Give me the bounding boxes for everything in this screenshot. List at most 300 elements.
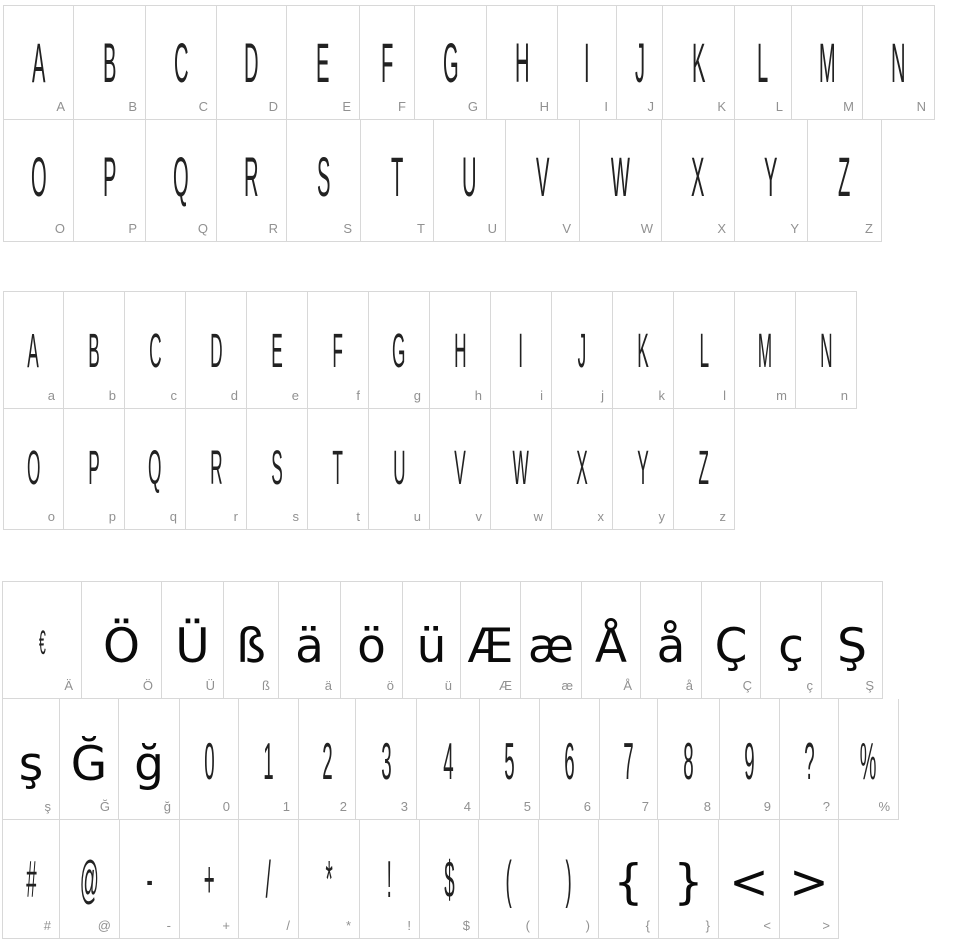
- glyph-label: v: [475, 509, 482, 524]
- glyph-area: [119, 699, 179, 792]
- glyph-cell: [599, 820, 659, 939]
- glyph: W: [610, 145, 631, 208]
- glyph-area: [4, 409, 63, 493]
- glyph-area: [120, 820, 179, 909]
- glyph: B: [88, 325, 100, 378]
- glyph-cell: [540, 699, 600, 820]
- glyph-cell: [417, 699, 480, 820]
- glyph-area: [279, 582, 340, 674]
- glyph-label: %: [878, 799, 890, 814]
- glyph-area: [146, 6, 216, 94]
- glyph-label: e: [291, 388, 299, 403]
- glyph: C: [148, 325, 162, 378]
- glyph: +: [203, 851, 215, 909]
- glyph-area: [659, 820, 718, 910]
- glyph-cell: [863, 5, 935, 120]
- glyph-label: ): [585, 918, 590, 933]
- glyph-label: Y: [790, 221, 799, 236]
- glyph-cell: [308, 291, 369, 409]
- glyph-label: #: [43, 918, 51, 933]
- glyph-label: $: [462, 918, 470, 933]
- glyph-label: D: [268, 99, 278, 114]
- glyph-cell: [308, 409, 369, 530]
- glyph: P: [88, 442, 100, 495]
- glyph-row: [2, 581, 960, 699]
- glyph-label: i: [540, 388, 543, 403]
- glyph: T: [390, 145, 404, 208]
- glyph-label: ö: [386, 678, 394, 693]
- glyph-cell: [487, 5, 558, 120]
- glyph-label: Ç: [742, 678, 752, 693]
- glyph-cell: [2, 581, 82, 699]
- glyph-label: f: [356, 388, 360, 403]
- glyph: ü: [416, 619, 447, 674]
- glyph: €: [38, 624, 46, 662]
- glyph-area: [663, 6, 734, 94]
- glyph: T: [332, 442, 344, 495]
- glyph-label: R: [268, 221, 278, 236]
- glyph: G: [442, 31, 459, 94]
- glyph: Z: [838, 145, 851, 208]
- glyph-cell: [2, 820, 60, 939]
- glyph-cell: [287, 5, 360, 120]
- glyph-area: [480, 699, 539, 791]
- glyph-cell: [780, 699, 839, 820]
- glyph-label: S: [343, 221, 352, 236]
- glyph-cell: [461, 581, 521, 699]
- glyph-cell: [720, 699, 780, 820]
- glyph: -: [146, 851, 153, 909]
- glyph-label: -: [166, 918, 171, 933]
- glyph-cell: [60, 699, 119, 820]
- glyph: S: [316, 145, 331, 208]
- glyph-label: F: [398, 99, 406, 114]
- glyph-area: [863, 6, 934, 94]
- glyph: æ: [527, 619, 575, 674]
- glyph: 2: [321, 733, 333, 791]
- glyph: N: [891, 31, 906, 94]
- glyph-label: w: [533, 509, 543, 524]
- glyph-label: 9: [763, 799, 771, 814]
- glyph-label: k: [658, 388, 665, 403]
- glyph-cell: [180, 820, 239, 939]
- glyph-label: c: [170, 388, 177, 403]
- glyph-label: s: [292, 509, 299, 524]
- glyph-area: [186, 409, 246, 493]
- glyph-label: 1: [282, 799, 290, 814]
- glyph-label: l: [723, 388, 726, 403]
- glyph-label: P: [128, 221, 137, 236]
- glyph: M: [818, 31, 836, 94]
- glyph-area: [360, 6, 414, 94]
- glyph-cell: [663, 5, 735, 120]
- glyph-label: U: [487, 221, 497, 236]
- glyph-label: 0: [222, 799, 230, 814]
- glyph-area: [417, 699, 479, 791]
- glyph-area: [247, 409, 307, 493]
- glyph-area: [287, 6, 359, 94]
- glyph-area: [361, 120, 433, 208]
- glyph-area: [64, 409, 124, 493]
- glyph: ß: [236, 619, 266, 674]
- glyph: F: [380, 31, 394, 94]
- glyph: Q: [173, 145, 189, 208]
- glyph-area: [599, 820, 658, 910]
- glyph-area: [808, 120, 881, 208]
- glyph-area: [369, 409, 429, 493]
- glyph: E: [271, 325, 283, 378]
- glyph-area: [434, 120, 505, 208]
- glyph-cell: [361, 120, 434, 242]
- glyph-area: [719, 820, 779, 910]
- glyph-cell: [552, 291, 613, 409]
- glyph-cell: [674, 409, 735, 530]
- glyph-cell: [119, 699, 180, 820]
- glyph-area: [3, 699, 59, 792]
- glyph-cell: [558, 5, 617, 120]
- glyph-area: [74, 6, 145, 94]
- glyph: S: [271, 442, 283, 495]
- glyph-cell: [120, 820, 180, 939]
- glyph-label: {: [645, 918, 650, 933]
- glyph-cell: [239, 699, 299, 820]
- glyph-cell: [180, 699, 239, 820]
- glyph: I: [584, 31, 590, 94]
- glyph-cell: [600, 699, 658, 820]
- glyph-label: t: [356, 509, 360, 524]
- glyph: ğ: [134, 737, 164, 792]
- uppercase-letters-block: [3, 5, 960, 242]
- glyph-area: [792, 6, 862, 94]
- glyph: /: [265, 851, 272, 909]
- glyph-label: 8: [703, 799, 711, 814]
- glyph-area: [735, 120, 807, 208]
- glyph-area: [217, 6, 286, 94]
- glyph-area: [658, 699, 719, 791]
- glyph-cell: [506, 120, 580, 242]
- glyph-area: [580, 120, 661, 208]
- glyph: ö: [357, 619, 386, 674]
- glyph-label: W: [640, 221, 653, 236]
- glyph-cell: [617, 5, 663, 120]
- glyph-label: ğ: [163, 799, 171, 814]
- glyph-label: x: [597, 509, 604, 524]
- glyph: L: [699, 325, 709, 378]
- glyph-area: [239, 820, 298, 909]
- glyph-area: [180, 699, 238, 791]
- glyph-label: +: [222, 918, 230, 933]
- glyph-label: 3: [400, 799, 408, 814]
- glyph: Ç: [714, 619, 748, 674]
- glyph-label: L: [775, 99, 783, 114]
- glyph-label: X: [717, 221, 726, 236]
- glyph-area: [735, 292, 795, 376]
- glyph: <: [729, 855, 769, 910]
- glyph: 3: [380, 733, 392, 791]
- glyph-label: *: [345, 918, 351, 933]
- glyph-label: Z: [865, 221, 873, 236]
- glyph-area: [430, 292, 490, 376]
- glyph-label: G: [467, 99, 478, 114]
- glyph-row: [3, 291, 960, 409]
- glyph: å: [656, 619, 686, 674]
- glyph-label: N: [916, 99, 926, 114]
- glyph: #: [25, 851, 37, 909]
- glyph-area: [430, 409, 490, 493]
- glyph: B: [102, 31, 117, 94]
- glyph-label: ş: [44, 799, 51, 814]
- glyph-label: B: [128, 99, 137, 114]
- glyph-label: M: [843, 99, 854, 114]
- glyph-area: [415, 6, 486, 94]
- glyph-area: [600, 699, 657, 791]
- glyph-area: [299, 820, 359, 909]
- glyph-area: [360, 820, 419, 909]
- glyph-label: ä: [324, 678, 332, 693]
- glyph-cell: [613, 291, 674, 409]
- glyph-cell: [491, 291, 552, 409]
- glyph-area: [60, 820, 119, 909]
- glyph-label: (: [525, 918, 530, 933]
- glyph-area: [217, 120, 286, 208]
- glyph-cell: [162, 581, 224, 699]
- glyph-cell: [3, 409, 64, 530]
- glyph: {: [613, 855, 644, 910]
- glyph-cell: [580, 120, 662, 242]
- glyph-area: [247, 292, 307, 376]
- glyph-area: [617, 6, 662, 94]
- glyph: Ü: [175, 619, 210, 674]
- glyph-cell: [430, 291, 491, 409]
- glyph-cell: [641, 581, 702, 699]
- glyph: *: [325, 851, 333, 909]
- glyph-area: [613, 409, 673, 493]
- glyph-label: n: [840, 388, 848, 403]
- character-map: [0, 5, 960, 939]
- glyph-label: Æ: [499, 678, 512, 693]
- glyph: J: [577, 325, 587, 378]
- glyph-label: C: [198, 99, 208, 114]
- glyph-row: [3, 409, 960, 530]
- glyph-label: y: [658, 509, 665, 524]
- glyph-cell: [64, 409, 125, 530]
- glyph-area: [582, 582, 640, 674]
- glyph-cell: [279, 581, 341, 699]
- glyph: 8: [683, 733, 694, 791]
- glyph-cell: [3, 120, 74, 242]
- glyph-area: [4, 292, 63, 376]
- glyph: ä: [295, 619, 324, 674]
- glyph-area: [299, 699, 355, 791]
- glyph-cell: [60, 820, 120, 939]
- glyph-label: g: [413, 388, 421, 403]
- glyph-cell: [552, 409, 613, 530]
- glyph-label: A: [56, 99, 65, 114]
- glyph: W: [512, 442, 530, 495]
- glyph: G: [392, 325, 406, 378]
- glyph-cell: [658, 699, 720, 820]
- glyph-cell: [735, 291, 796, 409]
- glyph-area: [796, 292, 856, 376]
- glyph: 1: [263, 733, 274, 791]
- glyph-label: Å: [623, 678, 632, 693]
- glyph-area: [4, 6, 73, 94]
- glyph: V: [535, 145, 550, 208]
- glyph-label: @: [97, 918, 111, 933]
- glyph-cell: [796, 291, 857, 409]
- glyph: 9: [744, 733, 755, 791]
- glyph-cell: [674, 291, 735, 409]
- glyph-cell: [356, 699, 417, 820]
- glyph-area: [461, 582, 520, 674]
- glyph: P: [102, 145, 117, 208]
- glyph-area: [487, 6, 557, 94]
- glyph: ç: [778, 619, 804, 674]
- glyph-area: [839, 699, 898, 791]
- glyph-cell: [82, 581, 162, 699]
- glyph: %: [860, 733, 877, 791]
- glyph: D: [209, 325, 223, 378]
- glyph-cell: [247, 409, 308, 530]
- glyph-area: [146, 120, 216, 208]
- glyph-cell: [420, 820, 479, 939]
- glyph: @: [79, 851, 99, 909]
- glyph-row: [3, 5, 960, 120]
- glyph-label: o: [47, 509, 55, 524]
- glyph-cell: [64, 291, 125, 409]
- glyph: 0: [203, 733, 215, 791]
- glyph-label: Ğ: [99, 799, 110, 814]
- glyph-label: K: [717, 99, 726, 114]
- glyph-area: [82, 582, 161, 674]
- glyph-area: [674, 409, 734, 493]
- glyph-cell: [217, 120, 287, 242]
- glyph: $: [443, 851, 455, 909]
- glyph-label: I: [604, 99, 608, 114]
- glyph-area: [162, 582, 223, 674]
- glyph-cell: [430, 409, 491, 530]
- glyph: ): [565, 851, 572, 909]
- glyph: (: [505, 851, 512, 909]
- glyph: R: [209, 442, 223, 495]
- glyph-label: j: [601, 388, 604, 403]
- glyph: ş: [18, 737, 44, 792]
- glyph-cell: [479, 820, 539, 939]
- glyph: Å: [594, 619, 628, 674]
- glyph-area: [287, 120, 360, 208]
- glyph-label: p: [108, 509, 116, 524]
- glyph-cell: [125, 409, 186, 530]
- glyph: 6: [564, 733, 575, 791]
- glyph: L: [757, 31, 769, 94]
- glyph-area: [539, 820, 598, 909]
- glyph-area: [761, 582, 821, 674]
- glyph-label: u: [413, 509, 421, 524]
- glyph: H: [453, 325, 467, 378]
- glyph-cell: [369, 291, 430, 409]
- glyph-label: /: [286, 918, 290, 933]
- glyph-label: 2: [339, 799, 347, 814]
- glyph-label: >: [822, 918, 830, 933]
- glyph-cell: [186, 409, 247, 530]
- glyph-cell: [521, 581, 582, 699]
- glyph-area: [662, 120, 734, 208]
- glyph-cell: [613, 409, 674, 530]
- glyph-label: O: [54, 221, 65, 236]
- glyph-area: [403, 582, 460, 674]
- lowercase-letters-block: [3, 291, 960, 530]
- glyph: N: [819, 325, 833, 378]
- glyph-area: [341, 582, 402, 674]
- glyph-cell: [74, 5, 146, 120]
- glyph-cell: [360, 5, 415, 120]
- glyph-cell: [659, 820, 719, 939]
- glyph-label: }: [705, 918, 710, 933]
- glyph-area: [74, 120, 145, 208]
- glyph: O: [26, 442, 41, 495]
- glyph-label: a: [47, 388, 55, 403]
- glyph: U: [392, 442, 406, 495]
- glyph-area: [369, 292, 429, 376]
- glyph-label: Ş: [865, 678, 874, 693]
- glyph-cell: [146, 120, 217, 242]
- glyph: I: [518, 325, 524, 378]
- glyph: J: [634, 31, 645, 94]
- glyph-cell: [719, 820, 780, 939]
- glyph: C: [173, 31, 189, 94]
- glyph-cell: [239, 820, 299, 939]
- glyph-label: 5: [523, 799, 531, 814]
- glyph-cell: [299, 699, 356, 820]
- glyph-area: [308, 409, 368, 493]
- glyph: E: [316, 31, 330, 94]
- glyph: ?: [803, 733, 815, 791]
- glyph-label: d: [230, 388, 238, 403]
- glyph: Ğ: [70, 737, 108, 792]
- glyph-label: Ü: [205, 678, 215, 693]
- glyph-area: [64, 292, 124, 376]
- glyph-cell: [3, 5, 74, 120]
- glyph-cell: [186, 291, 247, 409]
- glyph-cell: [224, 581, 279, 699]
- glyph-cell: [247, 291, 308, 409]
- glyph-cell: [582, 581, 641, 699]
- glyph-label: Q: [197, 221, 208, 236]
- glyph-label: 6: [583, 799, 591, 814]
- glyph-cell: [491, 409, 552, 530]
- glyph-area: [60, 699, 118, 792]
- glyph-area: [521, 582, 581, 674]
- glyph-area: [479, 820, 538, 909]
- glyph-cell: [403, 581, 461, 699]
- glyph-cell: [434, 120, 506, 242]
- glyph: Y: [637, 442, 649, 495]
- glyph-area: [780, 699, 838, 791]
- glyph-cell: [3, 291, 64, 409]
- glyph: 4: [442, 733, 454, 791]
- glyph-cell: [74, 120, 146, 242]
- glyph-cell: [662, 120, 735, 242]
- glyph-label: 4: [463, 799, 471, 814]
- glyph-area: [822, 582, 882, 674]
- glyph-label: ç: [806, 678, 813, 693]
- glyph-area: [224, 582, 278, 674]
- glyph: D: [244, 31, 259, 94]
- glyph-label: ß: [262, 678, 270, 693]
- glyph-area: [420, 820, 478, 909]
- glyph: K: [637, 325, 649, 378]
- glyph-cell: [702, 581, 761, 699]
